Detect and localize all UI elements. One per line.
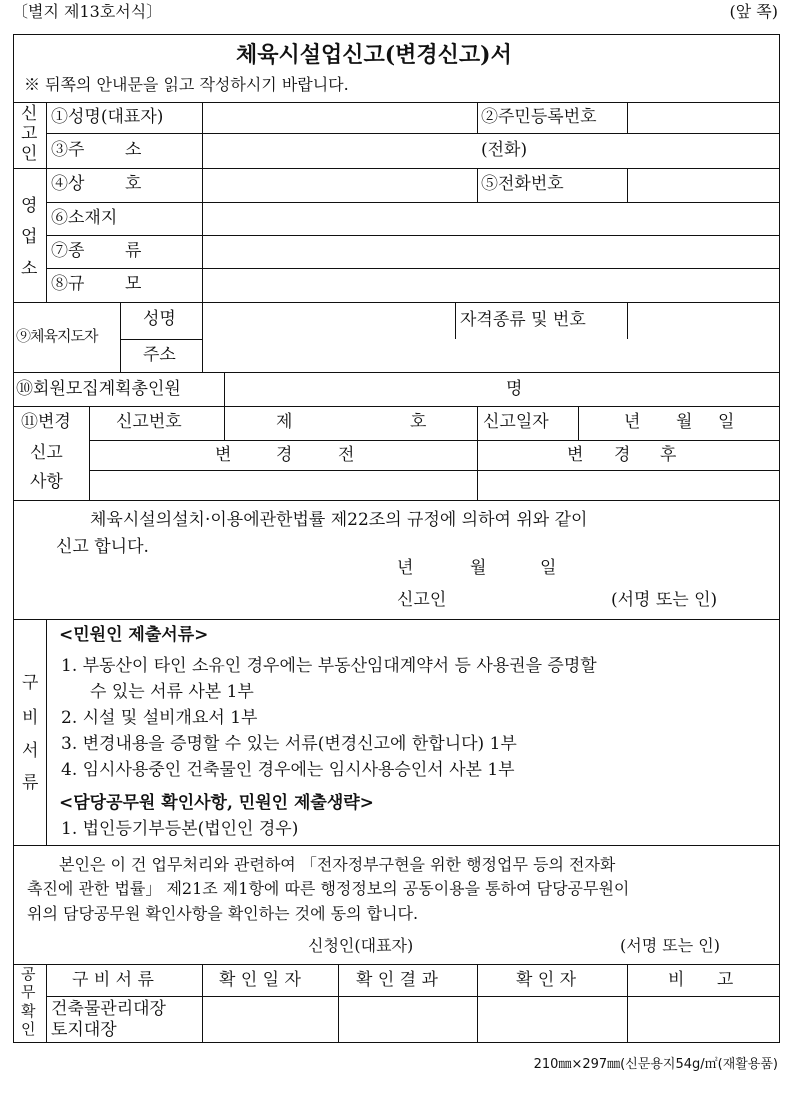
rule xyxy=(46,964,47,1043)
rule xyxy=(202,102,203,302)
trade-name-label: 호 xyxy=(125,174,142,194)
report-date-label: 신고일자 xyxy=(483,412,549,432)
scale-label: ⑧규 xyxy=(51,274,85,294)
business-section-label: 소 xyxy=(21,259,38,279)
rule xyxy=(13,406,780,407)
verification-column-header: 확 인 결 과 xyxy=(356,970,438,990)
verification-column-header: 확 인 자 xyxy=(516,970,577,990)
after-change-label: 후 xyxy=(660,445,677,465)
rule xyxy=(89,440,780,441)
rule xyxy=(477,102,478,133)
documents-section-label: 류 xyxy=(22,773,39,793)
rule xyxy=(120,302,121,372)
documents-section-label: 구 xyxy=(22,673,39,693)
declaration-year: 년 xyxy=(397,558,414,578)
verification-row-label: 토지대장 xyxy=(51,1020,117,1040)
rule xyxy=(224,372,225,406)
declarant-sign-note: (서명 또는 인) xyxy=(611,590,718,610)
form-title: 체육시설업신고(변경신고)서 xyxy=(236,42,512,68)
document-item: 1. 부동산이 타인 소유인 경우에는 부동산임대계약서 등 사용권을 증명할 xyxy=(61,656,597,676)
rrn-label: ②주민등록번호 xyxy=(481,107,597,127)
rule xyxy=(46,102,47,302)
rule xyxy=(477,964,478,1043)
report-number-prefix: 제 xyxy=(276,412,293,432)
rule xyxy=(89,406,90,500)
verification-section-label: 인 xyxy=(21,1020,36,1038)
paper-spec-footer: 210㎜×297㎜(신문용지54g/㎡(재활용품) xyxy=(533,1057,778,1072)
rule xyxy=(13,372,780,373)
consent-text: 본인은 이 건 업무처리와 관련하여 「전자정부구현을 위한 행정업무 등의 전자화 xyxy=(59,855,616,874)
instructor-label: ⑨체육지도자 xyxy=(16,327,98,345)
rule xyxy=(13,500,780,501)
rule xyxy=(89,470,780,471)
documents-section-label: 서 xyxy=(22,741,39,761)
document-item: 수 있는 서류 사본 1부 xyxy=(90,682,254,702)
declaration-text: 신고 합니다. xyxy=(56,537,149,557)
official-check-item: 1. 법인등기부등본(법인인 경우) xyxy=(61,819,299,839)
verification-section-label: 무 xyxy=(21,983,36,1001)
applicant-section-label: 고 xyxy=(21,124,38,144)
change-label: ⑪변경 xyxy=(21,412,71,432)
address-label: ③주 xyxy=(51,140,85,160)
declaration-month: 월 xyxy=(470,558,487,578)
change-label: 신고 xyxy=(30,443,63,463)
members-label: ⑩회원모집계획총인원 xyxy=(16,379,181,399)
declaration-text: 체육시설의설치·이용에관한법률 제22조의 규정에 의하여 위와 같이 xyxy=(90,510,588,530)
before-change-label: 경 xyxy=(276,445,293,465)
rule xyxy=(455,302,456,339)
rule xyxy=(13,168,780,169)
trade-name-label: ④상 xyxy=(51,174,85,194)
rule xyxy=(13,964,780,965)
rule xyxy=(13,102,780,103)
verification-column-header: 비 고 xyxy=(668,970,734,990)
report-number-suffix: 호 xyxy=(410,412,427,432)
scale-label: 모 xyxy=(125,274,142,294)
verification-column-header: 확 인 일 자 xyxy=(219,970,301,990)
rule xyxy=(46,235,780,236)
applicant-section-label: 인 xyxy=(21,144,38,164)
applicant-documents-heading: <민원인 제출서류> xyxy=(59,625,209,645)
after-change-label: 변 xyxy=(567,445,584,465)
rule xyxy=(477,406,478,500)
type-label: 류 xyxy=(125,241,142,261)
business-section-label: 업 xyxy=(21,227,38,247)
rule xyxy=(224,406,225,440)
rule xyxy=(202,964,203,1043)
documents-section-label: 비 xyxy=(22,708,39,728)
name-label: ①성명(대표자) xyxy=(51,107,164,127)
instructor-address-label: 주소 xyxy=(143,345,176,365)
consent-sign-note: (서명 또는 인) xyxy=(620,936,720,955)
notice-text: ※ 뒤쪽의 안내문을 읽고 작성하시기 바랍니다. xyxy=(24,75,349,94)
qualification-label: 자격종류 및 번호 xyxy=(460,310,586,330)
members-unit: 명 xyxy=(506,379,523,399)
rule xyxy=(46,133,780,134)
consent-text: 촉진에 관한 법률」 제21조 제1항에 따른 행정정보의 공동이용을 통하여 담당공무원이 xyxy=(27,879,630,898)
rule xyxy=(627,964,628,1043)
applicant-section-label: 신 xyxy=(21,104,38,124)
before-change-label: 변 xyxy=(215,445,232,465)
consent-text: 위의 담당공무원 확인사항을 확인하는 것에 동의 합니다. xyxy=(27,904,419,923)
rule xyxy=(46,619,47,845)
change-label: 사항 xyxy=(30,472,63,492)
verification-section-label: 확 xyxy=(21,1002,36,1020)
verification-column-header: 구 비 서 류 xyxy=(72,970,154,990)
declaration-day: 일 xyxy=(540,558,557,578)
official-check-heading: <담당공무원 확인사항, 민원인 제출생략> xyxy=(59,793,374,813)
before-change-label: 전 xyxy=(338,445,355,465)
business-section-label: 영 xyxy=(21,196,38,216)
document-item: 3. 변경내용을 증명할 수 있는 서류(변경신고에 한합니다) 1부 xyxy=(61,734,517,754)
rule xyxy=(120,339,202,340)
rule xyxy=(46,996,780,997)
after-change-label: 경 xyxy=(614,445,631,465)
rule xyxy=(578,406,579,440)
declarant-label: 신고인 xyxy=(397,590,447,610)
rule xyxy=(338,964,339,1043)
rule xyxy=(627,302,628,339)
location-label: ⑥소재지 xyxy=(51,208,118,228)
rule xyxy=(13,845,780,846)
address-label: 소 xyxy=(125,140,142,160)
form-number: 〔별지 제13호서식〕 xyxy=(12,2,163,21)
report-number-label: 신고번호 xyxy=(116,412,182,432)
instructor-name-label: 성명 xyxy=(143,309,176,329)
report-date-month: 월 xyxy=(676,412,693,432)
rule xyxy=(202,302,203,372)
type-label: ⑦종 xyxy=(51,241,85,261)
rule xyxy=(477,168,478,202)
rule xyxy=(46,202,780,203)
document-item: 2. 시설 및 설비개요서 1부 xyxy=(61,708,258,728)
rule xyxy=(627,168,628,202)
report-date-day: 일 xyxy=(718,412,735,432)
rule xyxy=(13,302,780,303)
page-side-label: (앞 쪽) xyxy=(729,2,778,21)
consent-signer-label: 신청인(대표자) xyxy=(308,936,414,955)
report-date-year: 년 xyxy=(624,412,641,432)
rule xyxy=(46,268,780,269)
verification-row-label: 건축물관리대장 xyxy=(51,999,166,1019)
rule xyxy=(13,619,780,620)
applicant-phone-label: (전화) xyxy=(481,140,528,160)
rule xyxy=(627,102,628,133)
document-item: 4. 임시사용중인 건축물인 경우에는 임시사용승인서 사본 1부 xyxy=(61,760,515,780)
business-phone-label: ⑤전화번호 xyxy=(481,174,564,194)
verification-section-label: 공 xyxy=(21,965,36,983)
